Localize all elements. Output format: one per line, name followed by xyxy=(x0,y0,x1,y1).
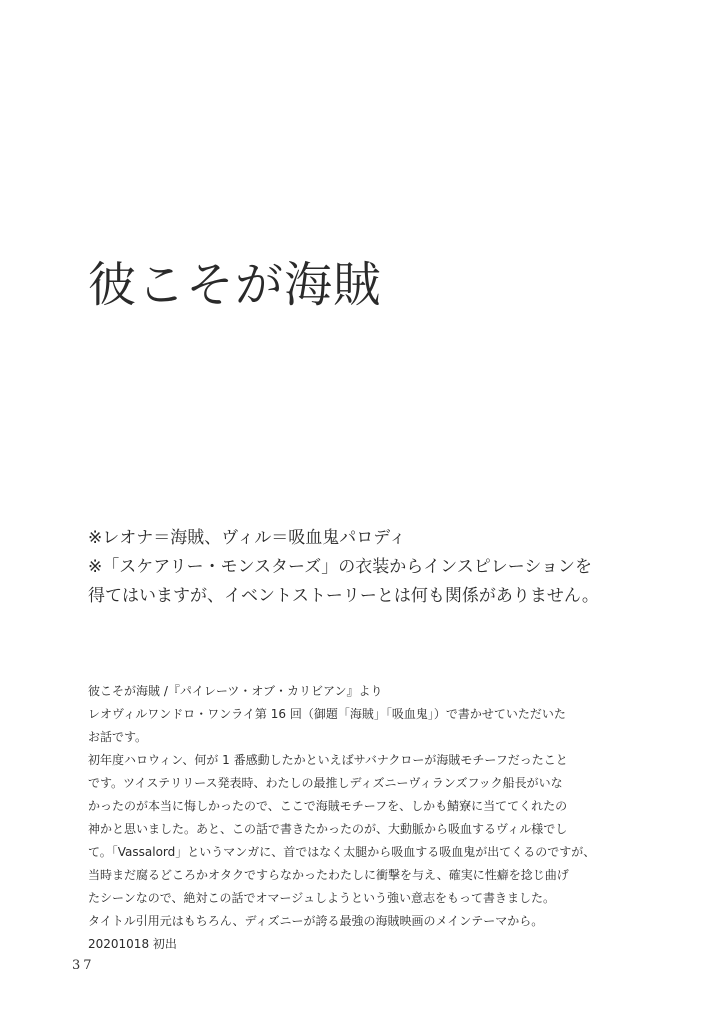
afterword-line: 神かと思いました。あと、この話で書きたかったのが、大動脈から吸血するヴィル様でし xyxy=(88,822,568,836)
afterword-line: かったのが本当に悔しかったので、ここで海賊モチーフを、しかも鯖寮に当ててくれたの xyxy=(88,799,568,813)
afterword xyxy=(88,680,648,956)
afterword-line: お話です。 xyxy=(88,730,148,744)
afterword-line: 初年度ハロウィン、何が 1 番感動したかといえばサバナクローが海賊モチーフだったこと xyxy=(88,753,568,767)
content-notes xyxy=(88,524,648,611)
afterword-line: 彼こそが海賊 /『パイレーツ・オブ・カリビアン』より xyxy=(88,684,383,698)
afterword-line: 20201018 初出 xyxy=(88,937,177,951)
afterword-line: です。ツイステリリース発表時、わたしの最推しディズニーヴィランズフック船長がいな xyxy=(88,776,563,790)
story-title: 彼こそが海賊 xyxy=(88,257,383,313)
note-line: ※「スケアリー・モンスターズ」の衣装からインスピレーションを xyxy=(88,557,593,577)
afterword-line: 当時まだ腐るどころかオタクですらなかったわたしに衝撃を与え、確実に性癖を捻じ曲げ xyxy=(88,868,569,882)
page-number: 37 xyxy=(72,958,95,973)
afterword-line: たシーンなので、絶対この話でオマージュしようという強い意志をもって書きました。 xyxy=(88,891,556,905)
note-line: ※レオナ＝海賊、ヴィル＝吸血鬼パロディ xyxy=(88,528,406,548)
afterword-line: レオヴィルワンドロ・ワンライ第 16 回（御題「海賊」「吸血鬼」）で書かせていただいた xyxy=(88,707,566,721)
afterword-line: タイトル引用元はもちろん、ディズニーが誇る最強の海賊映画のメインテーマから。 xyxy=(88,914,544,928)
note-line: 得てはいますが、イベントストーリーとは何も関係がありません。 xyxy=(88,586,599,606)
afterword-line: て。「Vassalord」というマンガに、首ではなく太腿から吸血する吸血鬼が出てくるのですが、 xyxy=(88,845,596,859)
